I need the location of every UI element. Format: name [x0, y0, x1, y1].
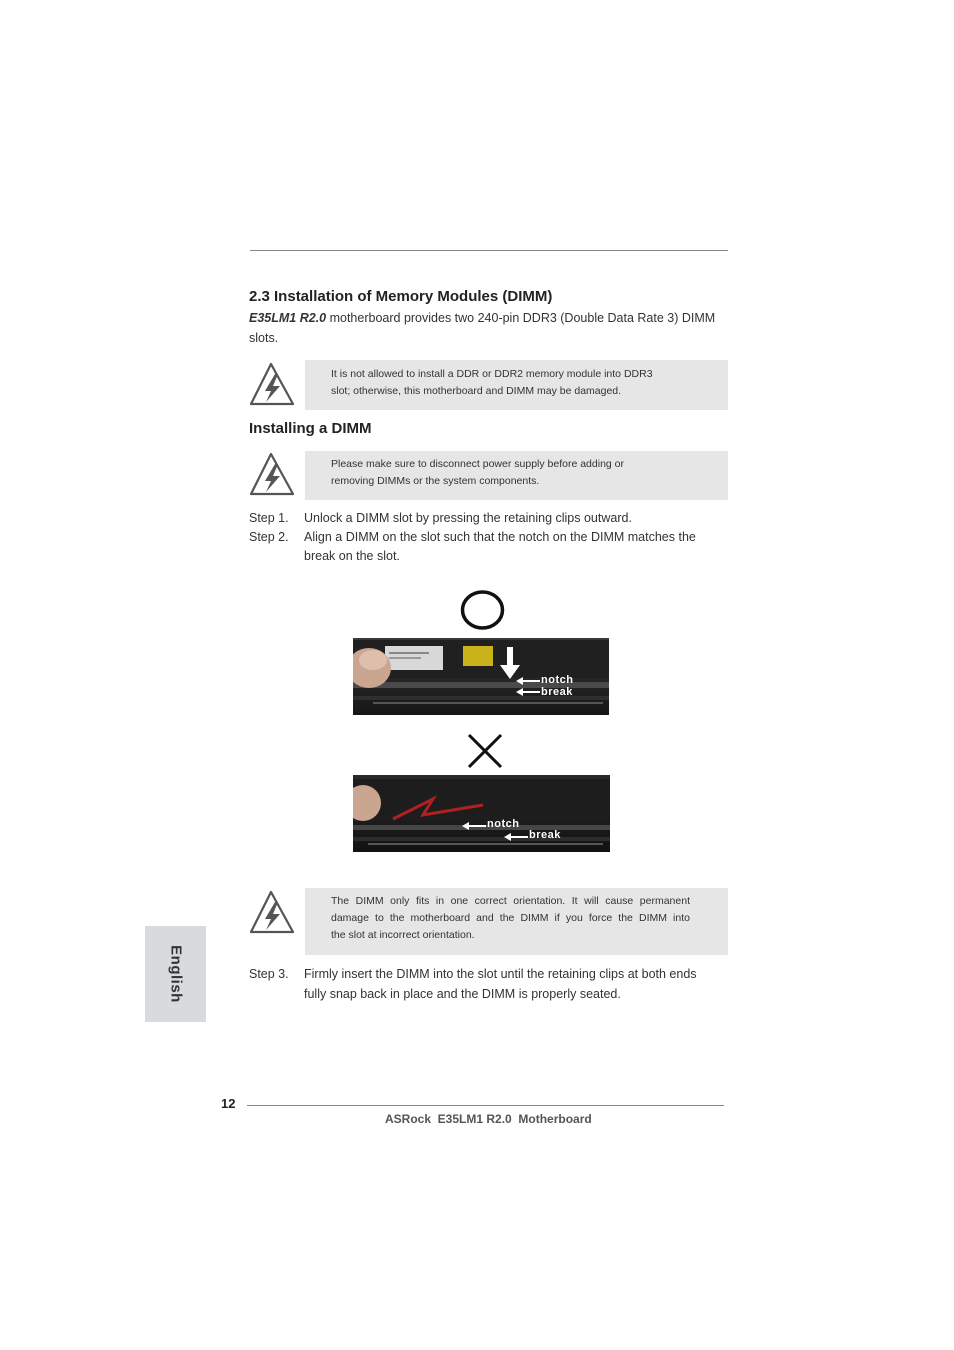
arrow-left-icon [504, 832, 528, 842]
note-2-text [331, 456, 624, 490]
warning-icon [249, 889, 297, 935]
step-3-line-1: Firmly insert the DIMM into the slot until the retaining clips at both ends [304, 967, 697, 981]
note-2-line-1: Please make sure to disconnect power supply before adding or [331, 458, 625, 470]
language-tab [145, 926, 206, 1022]
note-1-line-2: slot; otherwise, this motherboard and DIMM may be damaged. [331, 385, 622, 397]
note-3-text [331, 893, 690, 944]
arrow-down-icon [500, 647, 520, 679]
footer-rule [247, 1105, 724, 1106]
note-3-line-1: The DIMM only fits in one correct orientation. It will cause permanent [331, 895, 690, 907]
dimm-photo-wrong [353, 775, 610, 852]
note-3-line-2: damage to the motherboard and the DIMM if you force the DIMM into [331, 912, 690, 924]
note-box-2 [305, 451, 728, 500]
note-3-line-3: the slot at incorrect orientation. [331, 929, 475, 941]
notch-label: notch [541, 674, 574, 686]
step-1-text: Unlock a DIMM slot by pressing the retaining clips outward. [304, 511, 632, 525]
break-label: break [541, 686, 573, 698]
note-1-text [331, 366, 653, 400]
note-box-1 [305, 360, 728, 410]
notch-label: notch [487, 818, 520, 830]
dimm-illustration-wrong [353, 775, 610, 852]
correct-circle-icon [459, 587, 507, 633]
step-2-line-1: Align a DIMM on the slot such that the notch on the DIMM matches the [304, 530, 696, 544]
dimm-photo-correct [353, 638, 609, 715]
page-number: 12 [221, 1096, 236, 1111]
step-1-label: Step 1. [249, 511, 289, 525]
intro-paragraph [249, 308, 729, 348]
wrong-cross-icon [466, 732, 504, 770]
footer-product: ASRock E35LM1 R2.0 Motherboard [385, 1112, 592, 1126]
intro-line-2: slots. [249, 331, 279, 345]
top-rule [250, 250, 728, 251]
step-2-label: Step 2. [249, 530, 289, 544]
warning-icon [249, 361, 297, 407]
warning-icon [249, 451, 297, 497]
step-3-line-2: fully snap back in place and the DIMM is properly seated. [304, 987, 621, 1001]
step-3-label: Step 3. [249, 967, 289, 981]
step-2-line-2: break on the slot. [304, 549, 400, 563]
model-name: E35LM1 R2.0 [249, 311, 327, 325]
section-title: 2.3 Installation of Memory Modules (DIMM) [249, 288, 553, 305]
intro-line-1 [249, 308, 729, 328]
break-label: break [529, 829, 561, 841]
note-box-3 [305, 888, 728, 955]
arrow-left-icon [462, 821, 486, 831]
note-2-line-2: removing DIMMs or the system components. [331, 475, 540, 487]
language-label: English [167, 945, 184, 1003]
intro-line-1-text: motherboard provides two 240-pin DDR3 (Double Data Rate 3) DIMM [326, 311, 716, 325]
arrow-left-icon [516, 687, 540, 697]
note-1-line-1: It is not allowed to install a DDR or DDR2 memory module into DDR3 [331, 368, 653, 380]
arrow-left-icon [516, 676, 540, 686]
subsection-title: Installing a DIMM [249, 420, 372, 437]
